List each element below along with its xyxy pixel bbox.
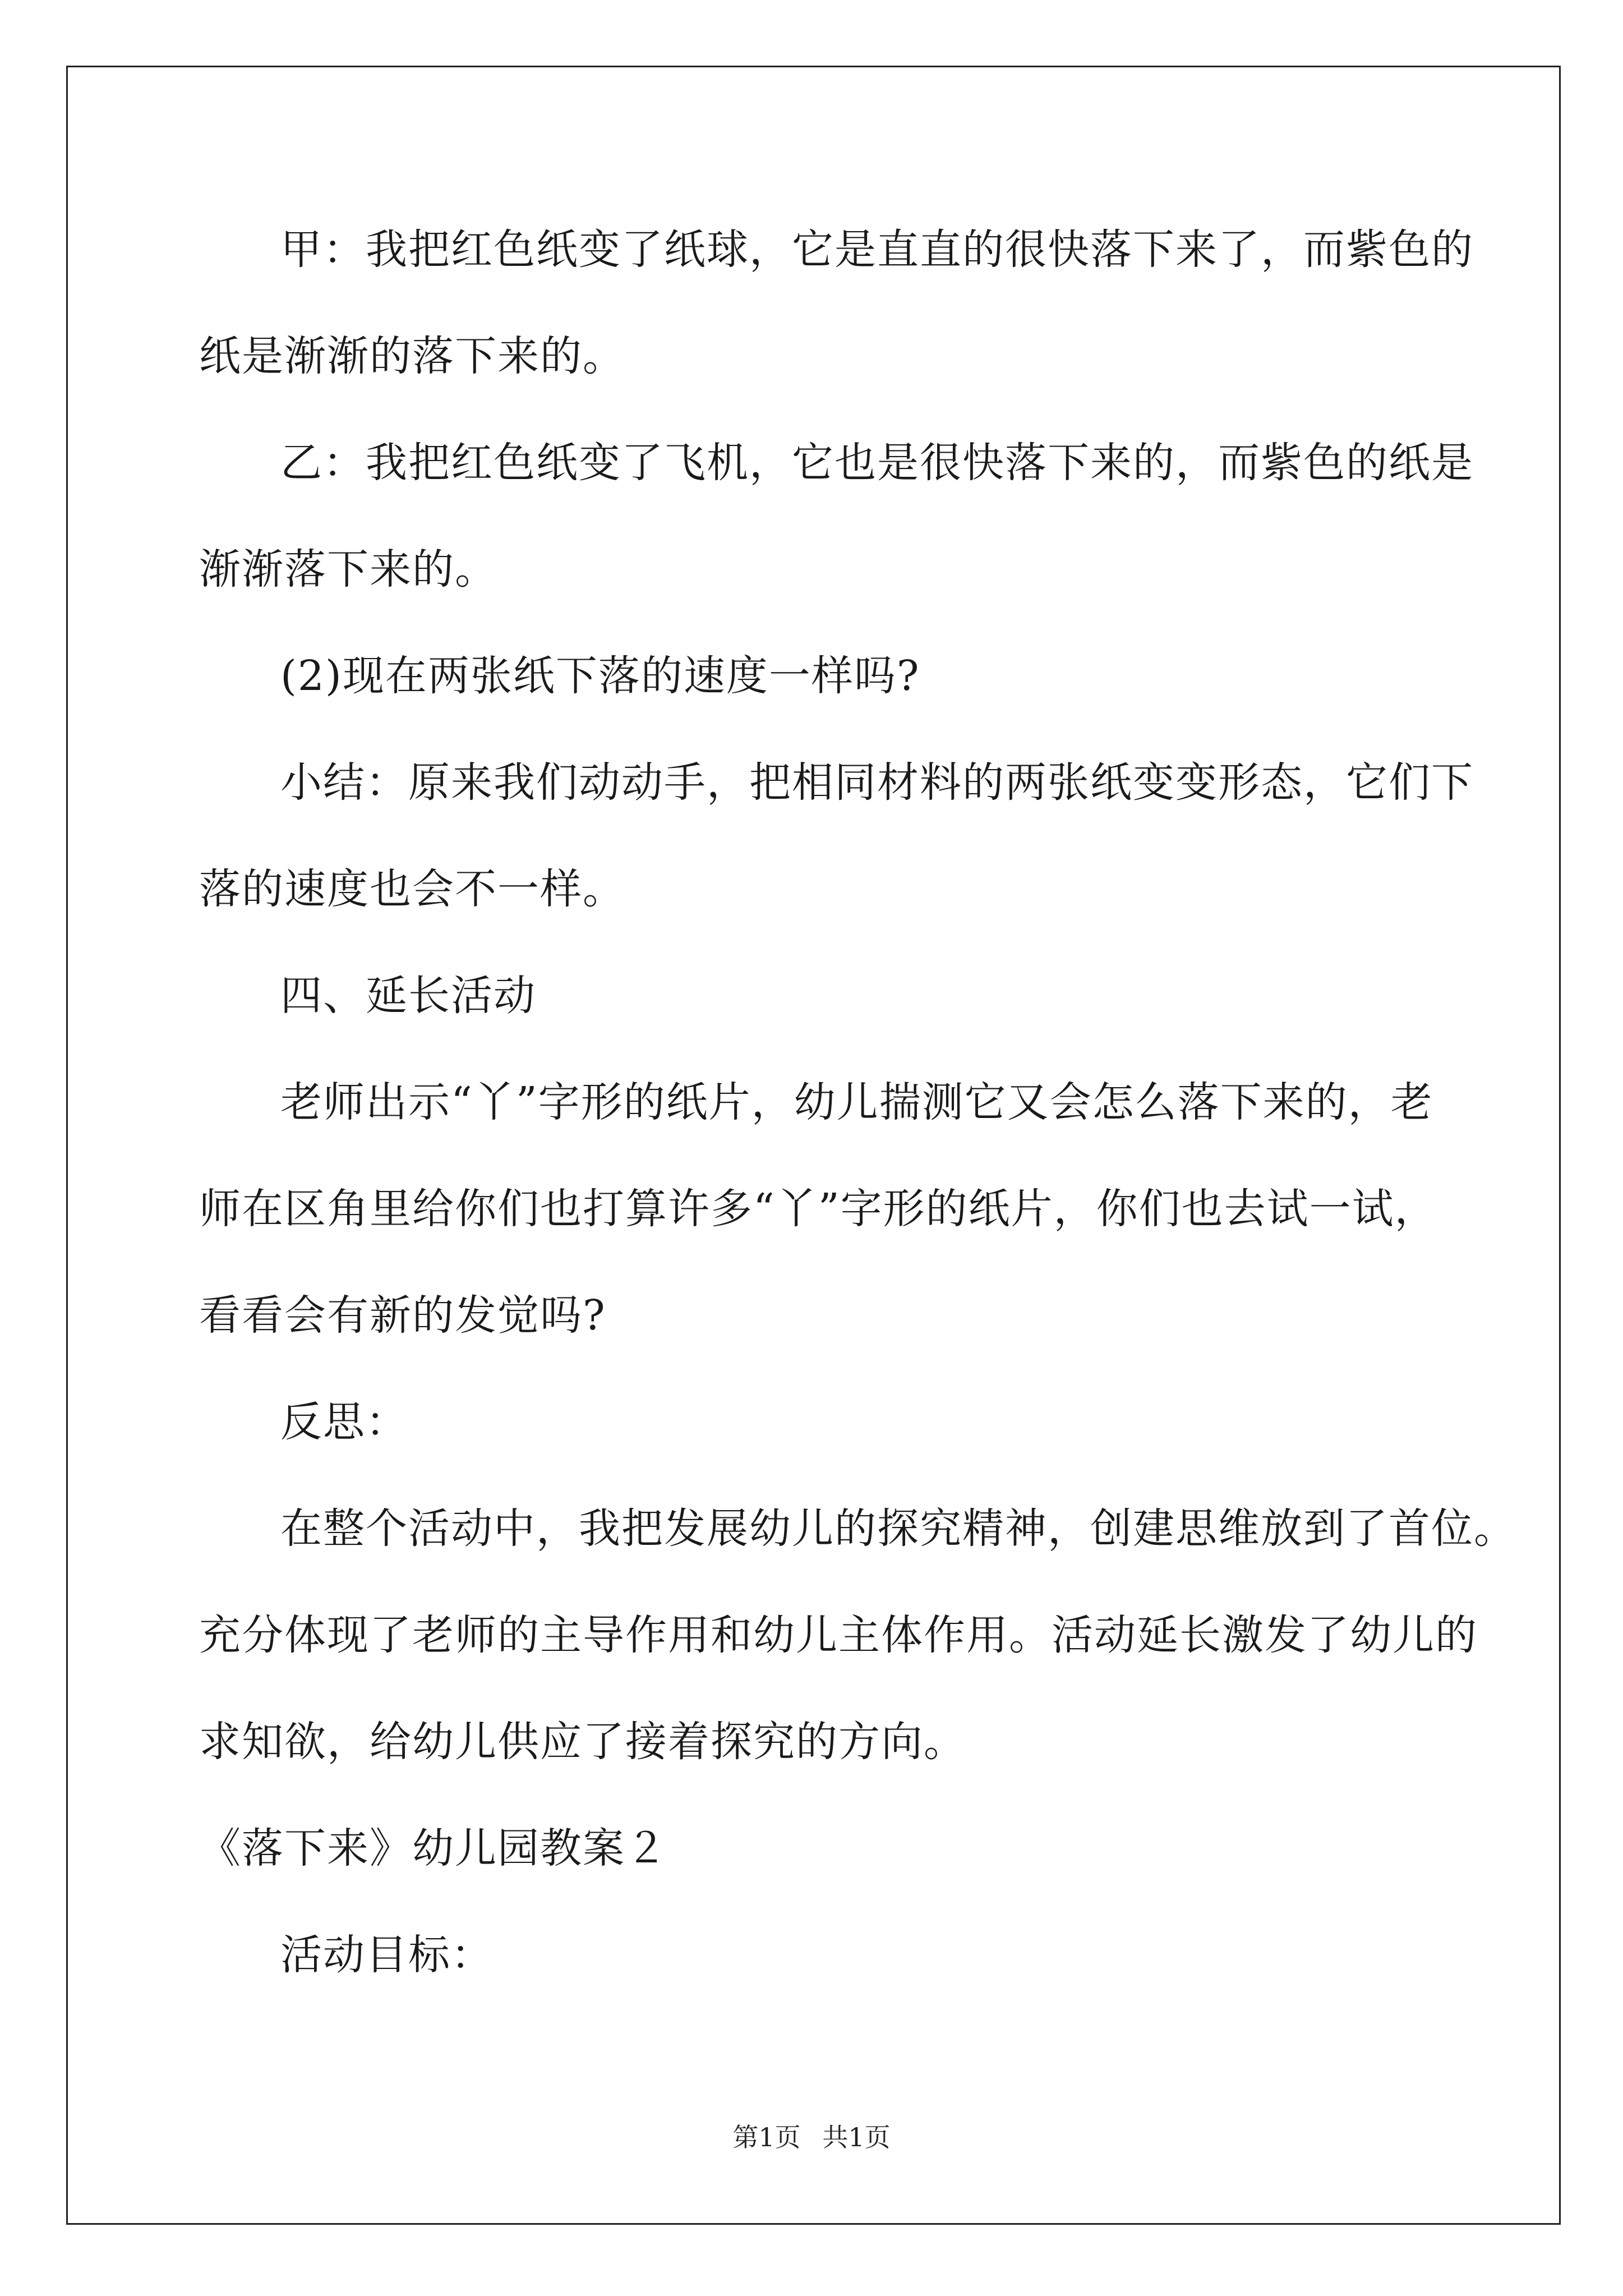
paragraph-line: (2)现在两张纸下落的速度一样吗?: [280, 652, 920, 700]
paragraph-line: 甲：我把红色纸变了纸球，它是直直的很快落下来了，而紫色的: [280, 226, 1474, 274]
section-heading: 活动目标：: [280, 1931, 494, 1979]
section-heading: 四、延长活动: [280, 972, 536, 1020]
paragraph-line: 师在区角里给你们也打算许多“丫”字形的纸片，你们也去试一试，: [199, 1185, 1437, 1233]
paragraph-line: 充分体现了老师的主导作用和幼儿主体作用。活动延长激发了幼儿的: [199, 1611, 1478, 1659]
page-border: [66, 66, 1561, 2225]
paragraph-line: 求知欲，给幼儿供应了接着探究的方向。: [199, 1718, 966, 1766]
page-number: 第1页: [732, 2122, 801, 2152]
page-total: 共1页: [822, 2122, 891, 2152]
paragraph-line: 乙：我把红色纸变了飞机，它也是很快落下来的，而紫色的纸是: [280, 439, 1474, 487]
section-heading: 反思：: [280, 1398, 408, 1446]
paragraph-line: 老师出示“丫”字形的纸片，幼儿揣测它又会怎么落下来的，老: [280, 1078, 1433, 1126]
page-footer: [0, 2120, 1623, 2154]
document-title: 《落下来》幼儿园教案２: [199, 1824, 668, 1872]
paragraph-line: 渐渐落下来的。: [199, 545, 497, 593]
paragraph-line: 小结：原来我们动动手，把相同材料的两张纸变变形态，它们下: [280, 758, 1474, 807]
paragraph-line: 落的速度也会不一样。: [199, 865, 625, 913]
paragraph-line: 在整个活动中，我把发展幼儿的探究精神，创建思维放到了首位。: [280, 1504, 1516, 1553]
paragraph-line: 纸是渐渐的落下来的。: [199, 332, 625, 380]
paragraph-line: 看看会有新的发觉吗?: [199, 1291, 606, 1340]
